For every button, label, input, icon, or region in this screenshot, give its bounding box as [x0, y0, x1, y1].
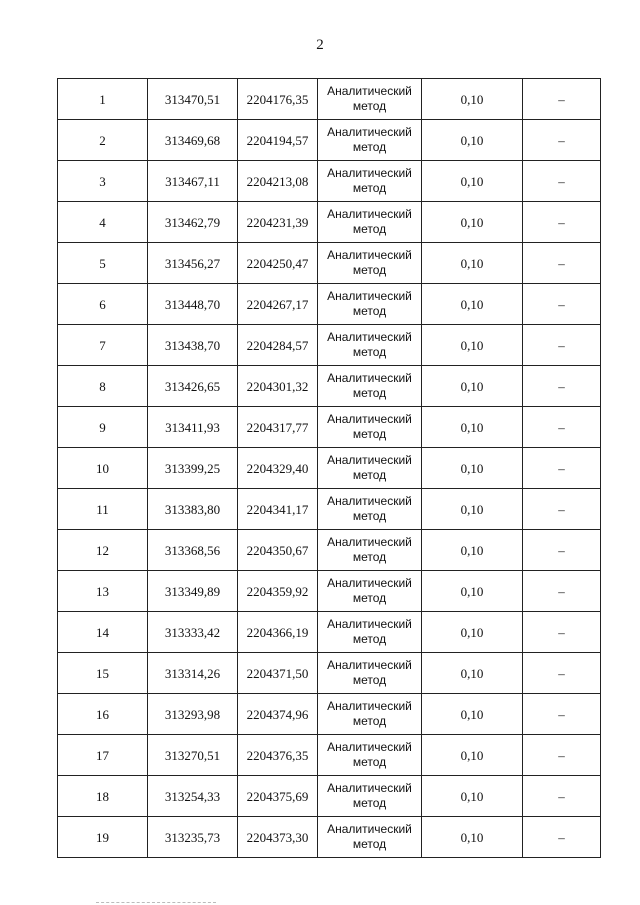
method-cell	[318, 79, 422, 120]
note-cell: –	[523, 366, 601, 407]
method-line-1: Аналитический	[327, 84, 412, 98]
y-coordinate-cell: 2204366,19	[238, 612, 318, 653]
x-coordinate-cell: 313314,26	[148, 653, 238, 694]
x-coordinate-cell: 313293,98	[148, 694, 238, 735]
method-line-1: Аналитический	[327, 781, 412, 795]
accuracy-cell: 0,10	[422, 407, 523, 448]
y-coordinate-cell: 2204194,57	[238, 120, 318, 161]
method-line-1: Аналитический	[327, 166, 412, 180]
x-coordinate-cell: 313456,27	[148, 243, 238, 284]
method-line-1: Аналитический	[327, 412, 412, 426]
table-row	[58, 489, 601, 530]
table-row	[58, 407, 601, 448]
method-line-2: метод	[352, 99, 387, 113]
method-line-1: Аналитический	[327, 494, 412, 508]
accuracy-cell: 0,10	[422, 120, 523, 161]
table-row	[58, 776, 601, 817]
x-coordinate-cell: 313383,80	[148, 489, 238, 530]
point-number-cell: 4	[58, 202, 148, 243]
method-cell	[318, 776, 422, 817]
note-cell: –	[523, 489, 601, 530]
point-number-cell: 8	[58, 366, 148, 407]
method-cell	[318, 571, 422, 612]
y-coordinate-cell: 2204341,17	[238, 489, 318, 530]
accuracy-cell: 0,10	[422, 489, 523, 530]
point-number-cell: 10	[58, 448, 148, 489]
method-line-1: Аналитический	[327, 617, 412, 631]
note-cell: –	[523, 653, 601, 694]
table-body	[58, 79, 601, 858]
y-coordinate-cell: 2204284,57	[238, 325, 318, 366]
method-cell	[318, 366, 422, 407]
point-number-cell: 19	[58, 817, 148, 858]
method-line-2: метод	[352, 837, 387, 851]
point-number-cell: 3	[58, 161, 148, 202]
accuracy-cell: 0,10	[422, 284, 523, 325]
y-coordinate-cell: 2204374,96	[238, 694, 318, 735]
x-coordinate-cell: 313368,56	[148, 530, 238, 571]
note-cell: –	[523, 735, 601, 776]
method-cell	[318, 612, 422, 653]
note-cell: –	[523, 817, 601, 858]
y-coordinate-cell: 2204373,30	[238, 817, 318, 858]
table-row	[58, 694, 601, 735]
point-number-cell: 14	[58, 612, 148, 653]
x-coordinate-cell: 313470,51	[148, 79, 238, 120]
method-line-1: Аналитический	[327, 125, 412, 139]
method-line-2: метод	[352, 181, 387, 195]
table-row	[58, 202, 601, 243]
method-line-1: Аналитический	[327, 207, 412, 221]
accuracy-cell: 0,10	[422, 448, 523, 489]
point-number-cell: 18	[58, 776, 148, 817]
accuracy-cell: 0,10	[422, 202, 523, 243]
note-cell: –	[523, 694, 601, 735]
y-coordinate-cell: 2204301,32	[238, 366, 318, 407]
note-cell: –	[523, 571, 601, 612]
table-row	[58, 612, 601, 653]
method-cell	[318, 120, 422, 161]
x-coordinate-cell: 313235,73	[148, 817, 238, 858]
point-number-cell: 2	[58, 120, 148, 161]
table-row	[58, 161, 601, 202]
method-line-1: Аналитический	[327, 576, 412, 590]
note-cell: –	[523, 79, 601, 120]
page-number: 2	[316, 37, 324, 53]
note-cell: –	[523, 776, 601, 817]
table-row	[58, 366, 601, 407]
accuracy-cell: 0,10	[422, 325, 523, 366]
y-coordinate-cell: 2204317,77	[238, 407, 318, 448]
method-cell	[318, 243, 422, 284]
method-line-2: метод	[352, 263, 387, 277]
x-coordinate-cell: 313462,79	[148, 202, 238, 243]
x-coordinate-cell: 313467,11	[148, 161, 238, 202]
note-cell: –	[523, 243, 601, 284]
method-cell	[318, 407, 422, 448]
method-line-2: метод	[352, 509, 387, 523]
x-coordinate-cell: 313349,89	[148, 571, 238, 612]
y-coordinate-cell: 2204375,69	[238, 776, 318, 817]
x-coordinate-cell: 313469,68	[148, 120, 238, 161]
method-line-1: Аналитический	[327, 289, 412, 303]
x-coordinate-cell: 313270,51	[148, 735, 238, 776]
method-line-2: метод	[352, 345, 387, 359]
method-line-2: метод	[352, 468, 387, 482]
point-number-cell: 6	[58, 284, 148, 325]
accuracy-cell: 0,10	[422, 530, 523, 571]
x-coordinate-cell: 313426,65	[148, 366, 238, 407]
point-number-cell: 16	[58, 694, 148, 735]
method-line-1: Аналитический	[327, 740, 412, 754]
point-number-cell: 11	[58, 489, 148, 530]
y-coordinate-cell: 2204359,92	[238, 571, 318, 612]
table-row	[58, 325, 601, 366]
x-coordinate-cell: 313333,42	[148, 612, 238, 653]
table-row	[58, 653, 601, 694]
note-cell: –	[523, 120, 601, 161]
point-number-cell: 12	[58, 530, 148, 571]
note-cell: –	[523, 407, 601, 448]
method-line-2: метод	[352, 386, 387, 400]
method-line-2: метод	[352, 222, 387, 236]
table-row	[58, 79, 601, 120]
method-line-1: Аналитический	[327, 699, 412, 713]
point-number-cell: 5	[58, 243, 148, 284]
y-coordinate-cell: 2204213,08	[238, 161, 318, 202]
note-cell: –	[523, 448, 601, 489]
method-line-2: метод	[352, 427, 387, 441]
accuracy-cell: 0,10	[422, 694, 523, 735]
x-coordinate-cell: 313448,70	[148, 284, 238, 325]
note-cell: –	[523, 161, 601, 202]
method-cell	[318, 735, 422, 776]
footer-rule	[96, 902, 216, 903]
method-cell	[318, 489, 422, 530]
accuracy-cell: 0,10	[422, 817, 523, 858]
method-line-2: метод	[352, 550, 387, 564]
accuracy-cell: 0,10	[422, 612, 523, 653]
table-row	[58, 817, 601, 858]
method-line-1: Аналитический	[327, 371, 412, 385]
y-coordinate-cell: 2204350,67	[238, 530, 318, 571]
method-line-1: Аналитический	[327, 658, 412, 672]
table-row	[58, 571, 601, 612]
method-line-1: Аналитический	[327, 330, 412, 344]
method-line-2: метод	[352, 755, 387, 769]
method-line-2: метод	[352, 140, 387, 154]
table-row	[58, 243, 601, 284]
method-line-2: метод	[352, 796, 387, 810]
coordinates-table	[57, 78, 601, 858]
note-cell: –	[523, 284, 601, 325]
method-cell	[318, 284, 422, 325]
table-row	[58, 284, 601, 325]
point-number-cell: 17	[58, 735, 148, 776]
table-row	[58, 735, 601, 776]
method-cell	[318, 530, 422, 571]
accuracy-cell: 0,10	[422, 776, 523, 817]
table-row	[58, 120, 601, 161]
method-cell	[318, 161, 422, 202]
y-coordinate-cell: 2204250,47	[238, 243, 318, 284]
note-cell: –	[523, 202, 601, 243]
method-line-2: метод	[352, 632, 387, 646]
point-number-cell: 7	[58, 325, 148, 366]
accuracy-cell: 0,10	[422, 243, 523, 284]
method-line-1: Аналитический	[327, 535, 412, 549]
method-line-2: метод	[352, 304, 387, 318]
point-number-cell: 15	[58, 653, 148, 694]
method-cell	[318, 817, 422, 858]
method-line-1: Аналитический	[327, 453, 412, 467]
method-line-2: метод	[352, 714, 387, 728]
note-cell: –	[523, 530, 601, 571]
method-cell	[318, 694, 422, 735]
method-cell	[318, 325, 422, 366]
x-coordinate-cell: 313411,93	[148, 407, 238, 448]
accuracy-cell: 0,10	[422, 571, 523, 612]
y-coordinate-cell: 2204176,35	[238, 79, 318, 120]
accuracy-cell: 0,10	[422, 653, 523, 694]
point-number-cell: 1	[58, 79, 148, 120]
method-cell	[318, 202, 422, 243]
x-coordinate-cell: 313254,33	[148, 776, 238, 817]
method-line-2: метод	[352, 591, 387, 605]
y-coordinate-cell: 2204267,17	[238, 284, 318, 325]
accuracy-cell: 0,10	[422, 79, 523, 120]
note-cell: –	[523, 612, 601, 653]
method-line-1: Аналитический	[327, 822, 412, 836]
accuracy-cell: 0,10	[422, 161, 523, 202]
point-number-cell: 13	[58, 571, 148, 612]
method-line-2: метод	[352, 673, 387, 687]
table-row	[58, 530, 601, 571]
y-coordinate-cell: 2204376,35	[238, 735, 318, 776]
method-cell	[318, 448, 422, 489]
point-number-cell: 9	[58, 407, 148, 448]
y-coordinate-cell: 2204329,40	[238, 448, 318, 489]
method-cell	[318, 653, 422, 694]
y-coordinate-cell: 2204371,50	[238, 653, 318, 694]
accuracy-cell: 0,10	[422, 735, 523, 776]
method-line-1: Аналитический	[327, 248, 412, 262]
x-coordinate-cell: 313438,70	[148, 325, 238, 366]
x-coordinate-cell: 313399,25	[148, 448, 238, 489]
y-coordinate-cell: 2204231,39	[238, 202, 318, 243]
table-row	[58, 448, 601, 489]
accuracy-cell: 0,10	[422, 366, 523, 407]
note-cell: –	[523, 325, 601, 366]
